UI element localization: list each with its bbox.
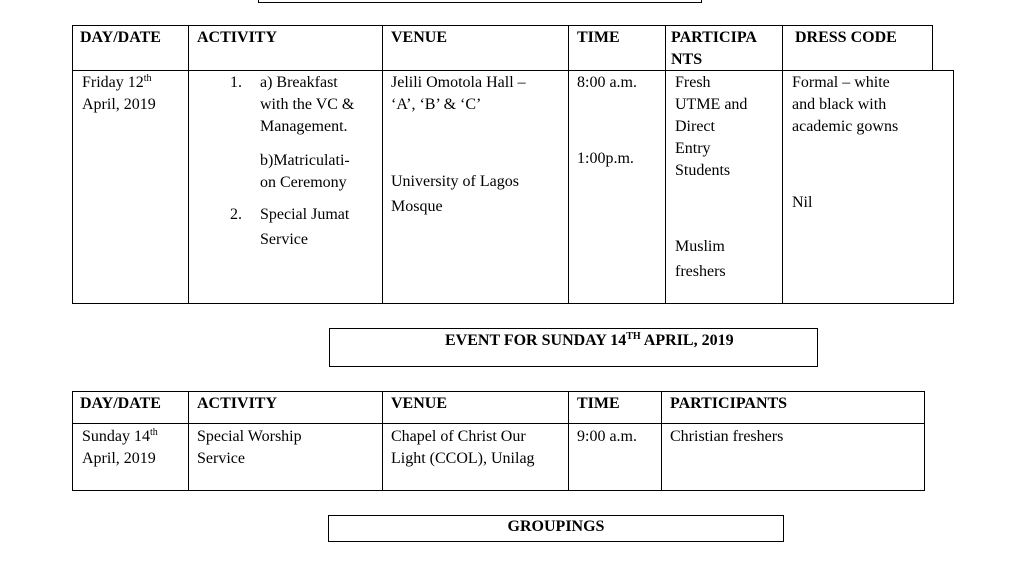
header-participants: PARTICIPA NTS — [671, 29, 757, 68]
t2-row-day-date: Sunday 14th April, 2019 — [82, 427, 158, 467]
header-dress-code: DRESS CODE — [795, 29, 897, 46]
t2-header-activity: ACTIVITY — [197, 395, 278, 412]
dress-code-nil: Nil — [792, 194, 813, 211]
header-venue: VENUE — [391, 29, 448, 46]
activity-matriculation: b)Matriculati- on Ceremony — [260, 152, 350, 191]
row-day-date: Friday 12th April, 2019 — [82, 73, 156, 113]
header-time: TIME — [577, 29, 620, 46]
t2-header-time: TIME — [577, 395, 620, 412]
t2-header-venue: VENUE — [391, 395, 448, 412]
header-activity: ACTIVITY — [197, 29, 278, 46]
top-title-box-edge — [258, 0, 702, 3]
t2-header-day-date: DAY/DATE — [80, 395, 161, 412]
venue-mosque: University of Lagos Mosque — [391, 173, 519, 215]
t2-activity: Special Worship Service — [197, 428, 302, 467]
dress-code-formal: Formal – white and black with academic gowns — [792, 74, 899, 135]
activity-number-1: 1. — [230, 74, 242, 91]
time-1: 8:00 a.m. — [577, 74, 637, 91]
venue-jelili-hall: Jelili Omotola Hall – ‘A’, ‘B’ & ‘C’ — [391, 74, 526, 113]
sunday-event-heading: EVENT FOR SUNDAY 14TH APRIL, 2019 — [445, 331, 734, 349]
t2-venue: Chapel of Christ Our Light (CCOL), Unilag — [391, 428, 535, 467]
t2-participants: Christian freshers — [670, 428, 784, 445]
groupings-heading: GROUPINGS — [507, 518, 605, 535]
t2-header-participants: PARTICIPANTS — [670, 395, 788, 412]
participants-fresh-students: Fresh UTME and Direct Entry Students — [675, 74, 748, 179]
activity-number-2: 2. — [230, 206, 242, 223]
activity-jumat-service: Special Jumat Service — [260, 206, 350, 248]
activity-breakfast: a) Breakfast with the VC & Management. — [260, 74, 355, 135]
time-2: 1:00p.m. — [577, 150, 634, 167]
t2-time: 9:00 a.m. — [577, 428, 637, 445]
participants-muslim-freshers: Muslim freshers — [675, 238, 726, 280]
header-day-date: DAY/DATE — [80, 29, 161, 46]
